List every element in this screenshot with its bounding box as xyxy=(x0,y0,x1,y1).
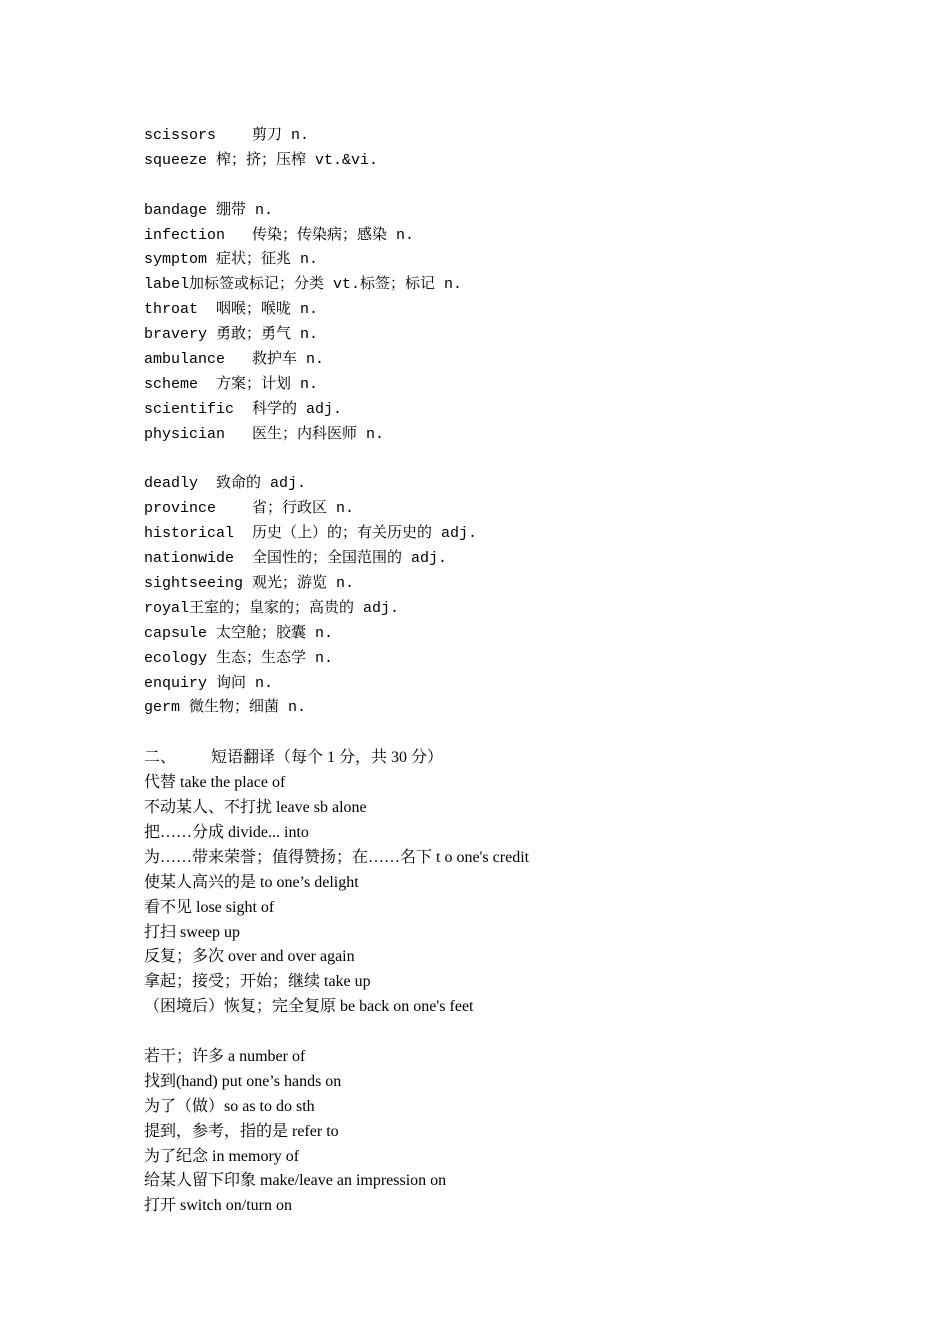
vocab-line: germ 微生物；细菌 n. xyxy=(144,699,307,717)
blank-line xyxy=(144,448,844,473)
phrase-line: 为……带来荣誉；值得赞扬；在……名下 t o one's credit xyxy=(144,848,530,866)
vocab-line: enquiry 询问 n. xyxy=(144,674,274,692)
vocab-line: ambulance 救护车 n. xyxy=(144,351,325,369)
phrase-line: 把……分成 divide... into xyxy=(144,823,309,841)
vocab-line: bandage 绷带 n. xyxy=(144,201,274,219)
vocab-line: royal王室的；皇家的；高贵的 adj. xyxy=(144,599,400,617)
vocab-line: province 省；行政区 n. xyxy=(144,500,355,518)
section-number: 二、 xyxy=(144,749,177,767)
phrase-line: 给某人留下印象 make/leave an impression on xyxy=(144,1172,447,1190)
phrase-line: 为了纪念 in memory of xyxy=(144,1147,300,1165)
vocab-line: sightseeing 观光；游览 n. xyxy=(144,575,355,593)
section-heading xyxy=(144,746,844,771)
section-title: 短语翻译（每个 1 分，共 30 分） xyxy=(211,749,444,767)
phrase-line: 拿起；接受；开始；继续 take up xyxy=(144,973,371,991)
phrase-line: 反复；多次 over and over again xyxy=(144,948,355,966)
vocab-line: scientific 科学的 adj. xyxy=(144,400,343,418)
phrase-line: 使某人高兴的是 to one’s delight xyxy=(144,873,359,891)
phrase-line: 为了（做）so as to do sth xyxy=(144,1097,315,1115)
vocab-line: bravery 勇敢；勇气 n. xyxy=(144,326,319,344)
vocab-line: nationwide 全国性的；全国范围的 adj. xyxy=(144,550,448,568)
phrase-line: 找到(hand) put one’s hands on xyxy=(144,1072,342,1090)
phrase-line: 看不见 lose sight of xyxy=(144,898,275,916)
vocab-line: physician 医生；内科医师 n. xyxy=(144,425,385,443)
phrase-line: 若干；许多 a number of xyxy=(144,1047,306,1065)
vocab-line: historical 历史（上）的；有关历史的 adj. xyxy=(144,525,478,543)
vocab-line: ecology 生态；生态学 n. xyxy=(144,649,334,667)
blank-line xyxy=(144,721,844,746)
vocab-line: symptom 症状；征兆 n. xyxy=(144,251,319,269)
vocab-line: infection 传染；传染病；感染 n. xyxy=(144,226,415,244)
vocab-line: deadly 致命的 adj. xyxy=(144,475,307,493)
document-page xyxy=(144,124,844,1219)
blank-line xyxy=(144,1020,844,1045)
phrase-line: 打开 switch on/turn on xyxy=(144,1197,292,1215)
phrase-line: （困境后）恢复；完全复原 be back on one's feet xyxy=(144,998,474,1016)
blank-line xyxy=(144,174,844,199)
phrase-line: 提到，参考，指的是 refer to xyxy=(144,1122,339,1140)
phrase-line: 打扫 sweep up xyxy=(144,923,240,941)
vocab-line: throat 咽喉；喉咙 n. xyxy=(144,301,319,319)
vocab-line: label加标签或标记；分类 vt.标签；标记 n. xyxy=(144,276,463,294)
vocab-line: scissors 剪刀 n. xyxy=(144,127,310,144)
vocab-line: squeeze 榨；挤；压榨 vt.&vi. xyxy=(144,151,379,169)
phrase-line: 代替 take the place of xyxy=(144,774,286,792)
vocab-line: capsule 太空舱；胶囊 n. xyxy=(144,624,334,642)
phrase-line: 不动某人、不打扰 leave sb alone xyxy=(144,799,367,817)
vocab-line: scheme 方案；计划 n. xyxy=(144,375,319,393)
